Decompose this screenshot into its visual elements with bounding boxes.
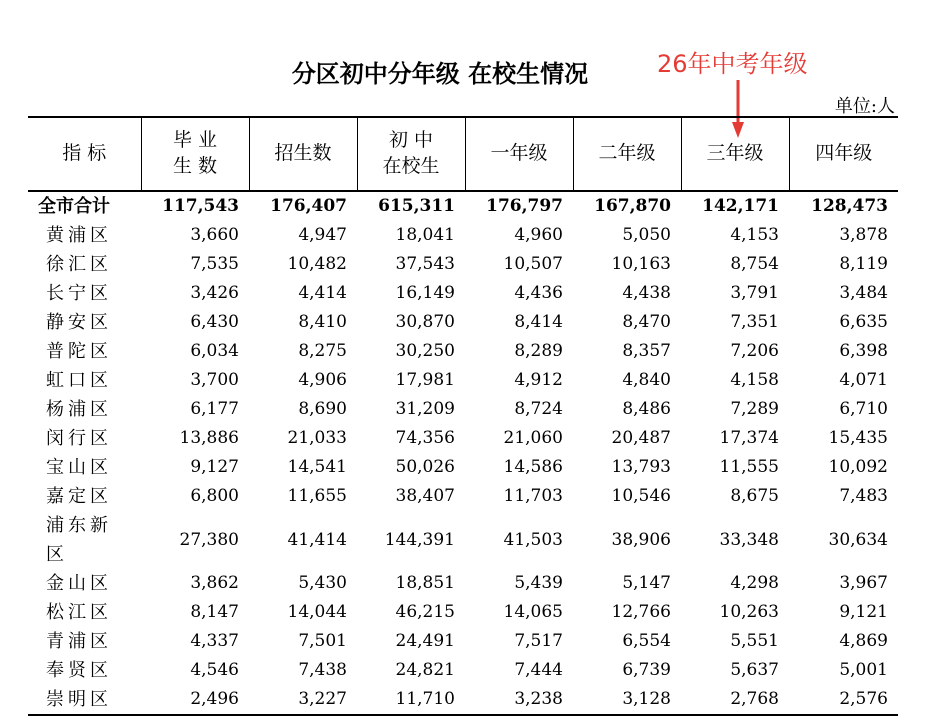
value-cell: 7,206 — [730, 341, 779, 361]
value-cell: 4,947 — [298, 225, 347, 245]
district-name: 浦东新区 — [46, 515, 112, 565]
value-cell: 4,546 — [190, 660, 239, 680]
value-cell: 14,541 — [287, 457, 347, 477]
value-cell: 30,250 — [395, 341, 455, 361]
value-cell: 14,065 — [503, 602, 563, 622]
table-row — [28, 424, 898, 453]
value-cell: 5,637 — [730, 660, 779, 680]
value-cell: 4,414 — [298, 283, 347, 303]
value-cell: 6,398 — [839, 341, 888, 361]
value-cell: 2,768 — [681, 685, 789, 715]
value-cell: 7,501 — [298, 631, 347, 651]
district-name: 长宁区 — [46, 283, 112, 304]
header-cell: 三年级 — [681, 117, 789, 191]
value-cell: 4,298 — [730, 573, 779, 593]
value-cell: 12,766 — [611, 602, 671, 622]
value-cell: 30,870 — [395, 312, 455, 332]
value-cell: 3,791 — [730, 283, 779, 303]
district-name: 全市合计 — [38, 196, 110, 217]
value-cell: 117,543 — [162, 196, 239, 216]
district-name: 杨浦区 — [46, 399, 112, 420]
value-cell: 6,554 — [622, 631, 671, 651]
value-cell: 3,862 — [190, 573, 239, 593]
value-cell: 4,960 — [514, 225, 563, 245]
value-cell: 4,912 — [514, 370, 563, 390]
value-cell: 5,439 — [514, 573, 563, 593]
value-cell: 4,906 — [298, 370, 347, 390]
value-cell: 38,407 — [395, 486, 455, 506]
value-cell: 41,414 — [287, 529, 347, 550]
value-cell: 6,430 — [190, 312, 239, 332]
data-table — [28, 116, 898, 716]
value-cell: 4,438 — [622, 283, 671, 303]
value-cell: 615,311 — [378, 196, 455, 216]
value-cell: 27,380 — [179, 529, 239, 550]
value-cell: 3,878 — [839, 225, 888, 245]
header-cell: 指 标 — [28, 117, 141, 191]
value-cell: 8,119 — [839, 254, 888, 274]
page-title: 分区初中分年级 在校生情况 — [291, 60, 589, 88]
value-cell: 167,870 — [594, 196, 671, 216]
value-cell: 50,026 — [395, 457, 455, 477]
district-name: 宝山区 — [46, 457, 112, 478]
district-name: 徐汇区 — [46, 254, 112, 275]
header-cell: 四年级 — [789, 117, 898, 191]
value-cell: 14,044 — [287, 602, 347, 622]
table-row — [28, 337, 898, 366]
value-cell: 3,700 — [190, 370, 239, 390]
value-cell: 8,147 — [190, 602, 239, 622]
district-name: 崇明区 — [28, 685, 141, 715]
value-cell: 18,041 — [395, 225, 455, 245]
value-cell: 8,289 — [514, 341, 563, 361]
value-cell: 33,348 — [719, 529, 779, 550]
value-cell: 10,092 — [828, 457, 888, 477]
header-cell: 毕 业 生 数 — [141, 117, 249, 191]
value-cell: 4,158 — [730, 370, 779, 390]
value-cell: 6,710 — [839, 399, 888, 419]
value-cell: 3,227 — [249, 685, 357, 715]
value-cell: 24,821 — [395, 660, 455, 680]
district-name: 嘉定区 — [46, 486, 112, 507]
value-cell: 10,546 — [611, 486, 671, 506]
value-cell: 9,127 — [190, 457, 239, 477]
table-row — [28, 279, 898, 308]
table-row — [28, 569, 898, 598]
table-row — [28, 685, 898, 715]
table-row — [28, 627, 898, 656]
value-cell: 24,491 — [395, 631, 455, 651]
table-row — [28, 395, 898, 424]
value-cell: 10,482 — [287, 254, 347, 274]
value-cell: 144,391 — [384, 529, 455, 550]
value-cell: 4,436 — [514, 283, 563, 303]
value-cell: 3,238 — [465, 685, 573, 715]
value-cell: 14,586 — [503, 457, 563, 477]
table-row — [28, 250, 898, 279]
value-cell: 74,356 — [395, 428, 455, 448]
value-cell: 2,576 — [789, 685, 898, 715]
value-cell: 7,289 — [730, 399, 779, 419]
value-cell: 18,851 — [395, 573, 455, 593]
value-cell: 7,351 — [730, 312, 779, 332]
value-cell: 16,149 — [395, 283, 455, 303]
value-cell: 10,263 — [719, 602, 779, 622]
value-cell: 6,635 — [839, 312, 888, 332]
value-cell: 4,869 — [839, 631, 888, 651]
value-cell: 7,535 — [190, 254, 239, 274]
district-name: 金山区 — [46, 573, 112, 594]
header-cell: 一年级 — [465, 117, 573, 191]
table-row — [28, 221, 898, 250]
value-cell: 8,486 — [622, 399, 671, 419]
value-cell: 128,473 — [811, 196, 888, 216]
value-cell: 11,710 — [357, 685, 465, 715]
value-cell: 17,981 — [395, 370, 455, 390]
value-cell: 3,967 — [839, 573, 888, 593]
value-cell: 20,487 — [611, 428, 671, 448]
value-cell: 31,209 — [395, 399, 455, 419]
value-cell: 176,407 — [270, 196, 347, 216]
value-cell: 13,886 — [179, 428, 239, 448]
value-cell: 9,121 — [839, 602, 888, 622]
value-cell: 10,507 — [503, 254, 563, 274]
district-name: 奉贤区 — [46, 660, 112, 681]
district-name: 虹口区 — [46, 370, 112, 391]
value-cell: 17,374 — [719, 428, 779, 448]
value-cell: 3,484 — [839, 283, 888, 303]
value-cell: 4,840 — [622, 370, 671, 390]
total-row — [28, 191, 898, 221]
table-row — [28, 308, 898, 337]
table-row — [28, 511, 898, 569]
value-cell: 5,050 — [622, 225, 671, 245]
table-row — [28, 656, 898, 685]
annotation-label: 26年中考年级 — [657, 50, 808, 78]
value-cell: 176,797 — [486, 196, 563, 216]
value-cell: 21,060 — [503, 428, 563, 448]
header-row — [28, 117, 898, 191]
value-cell: 8,690 — [298, 399, 347, 419]
value-cell: 11,703 — [503, 486, 563, 506]
value-cell: 7,483 — [839, 486, 888, 506]
value-cell: 5,001 — [839, 660, 888, 680]
value-cell: 11,655 — [287, 486, 347, 506]
value-cell: 8,357 — [622, 341, 671, 361]
table-row — [28, 598, 898, 627]
header-cell: 招生数 — [249, 117, 357, 191]
value-cell: 8,754 — [730, 254, 779, 274]
value-cell: 3,128 — [573, 685, 681, 715]
value-cell: 142,171 — [702, 196, 779, 216]
value-cell: 41,503 — [503, 529, 563, 550]
district-name: 闵行区 — [46, 428, 112, 449]
value-cell: 4,071 — [839, 370, 888, 390]
header-cell: 初 中 在校生 — [357, 117, 465, 191]
value-cell: 8,724 — [514, 399, 563, 419]
value-cell: 6,800 — [190, 486, 239, 506]
value-cell: 37,543 — [395, 254, 455, 274]
table-row — [28, 482, 898, 511]
value-cell: 3,660 — [190, 225, 239, 245]
value-cell: 2,496 — [141, 685, 249, 715]
value-cell: 8,414 — [514, 312, 563, 332]
table-row — [28, 453, 898, 482]
value-cell: 15,435 — [828, 428, 888, 448]
value-cell: 5,551 — [730, 631, 779, 651]
district-name: 松江区 — [46, 602, 112, 623]
unit-label: 单位:人 — [834, 96, 895, 117]
value-cell: 4,153 — [730, 225, 779, 245]
value-cell: 38,906 — [611, 529, 671, 550]
value-cell: 46,215 — [395, 602, 455, 622]
value-cell: 3,426 — [190, 283, 239, 303]
district-name: 普陀区 — [46, 341, 112, 362]
value-cell: 7,517 — [514, 631, 563, 651]
value-cell: 5,147 — [622, 573, 671, 593]
value-cell: 7,444 — [514, 660, 563, 680]
value-cell: 6,739 — [622, 660, 671, 680]
value-cell: 8,675 — [730, 486, 779, 506]
header-cell: 二年级 — [573, 117, 681, 191]
value-cell: 5,430 — [298, 573, 347, 593]
value-cell: 21,033 — [287, 428, 347, 448]
value-cell: 13,793 — [611, 457, 671, 477]
value-cell: 8,275 — [298, 341, 347, 361]
district-name: 黄浦区 — [46, 225, 112, 246]
district-name: 青浦区 — [46, 631, 112, 652]
value-cell: 10,163 — [611, 254, 671, 274]
value-cell: 6,034 — [190, 341, 239, 361]
table-row — [28, 366, 898, 395]
value-cell: 6,177 — [190, 399, 239, 419]
value-cell: 30,634 — [828, 529, 888, 550]
value-cell: 4,337 — [190, 631, 239, 651]
value-cell: 7,438 — [298, 660, 347, 680]
value-cell: 11,555 — [719, 457, 779, 477]
value-cell: 8,410 — [298, 312, 347, 332]
value-cell: 8,470 — [622, 312, 671, 332]
district-name: 静安区 — [46, 312, 112, 333]
